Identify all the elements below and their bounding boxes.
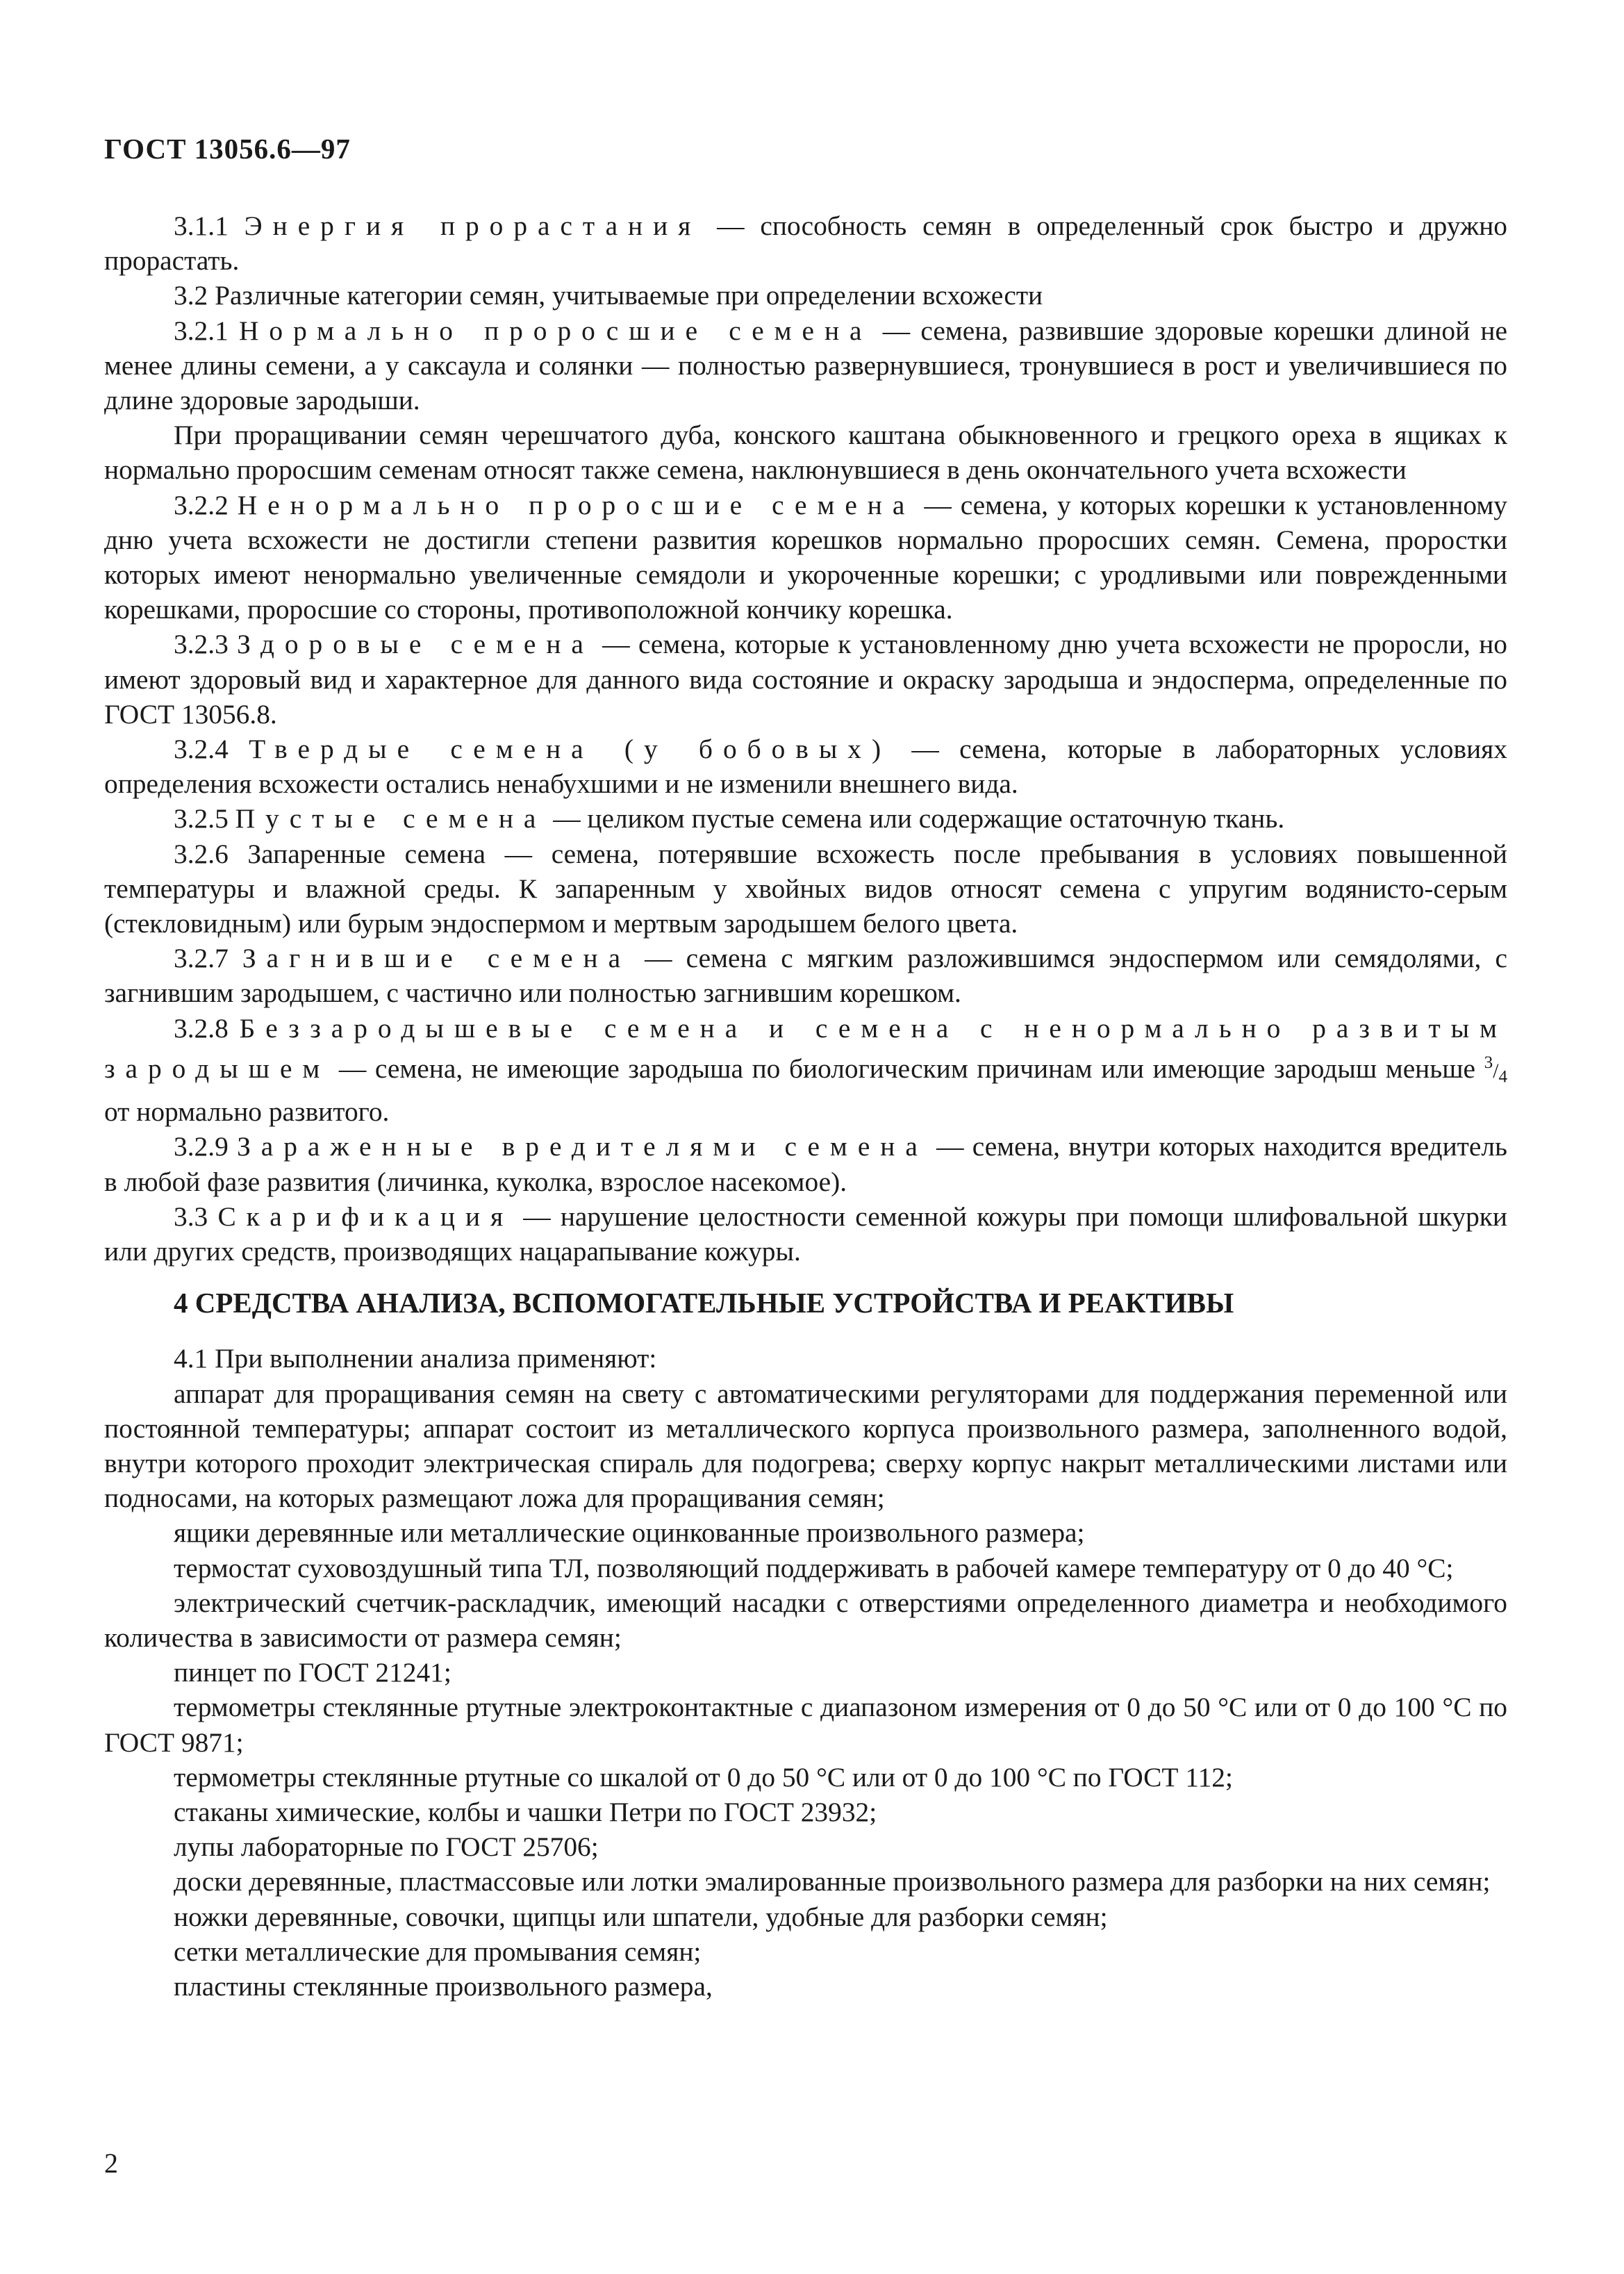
equipment-item: стаканы химические, колбы и чашки Петри по ГОСТ 23932; bbox=[174, 1797, 877, 1828]
equipment-item: ящики деревянные или металлические оцинкованные произвольного размера; bbox=[174, 1517, 1085, 1549]
term-3-2-1: Нормально проросшие семена bbox=[239, 315, 872, 346]
clause-3-2-9: 3.2.9 Зараженные вредителями семена — семена, внутри которых находится вредитель в любой фазе развития (личинка, куколка, взрослое насекомое). bbox=[104, 1131, 1507, 1197]
term-3-1-1: Энергия прорастания bbox=[244, 211, 702, 241]
clause-3-3: 3.3 Скарификация — нарушение целостности семенной кожуры при помощи шлифовальной шкурки или других средств, производящих нацарапывание кожуры. bbox=[104, 1201, 1507, 1267]
equipment-item: пинцет по ГОСТ 21241; bbox=[174, 1657, 451, 1688]
equipment-item: лупы лабораторные по ГОСТ 25706; bbox=[174, 1831, 599, 1863]
term-3-2-4: Твердые семена (у бобовых) bbox=[249, 734, 892, 765]
term-3-2-7: Загнившие семена bbox=[242, 943, 631, 974]
clause-3-2-6: 3.2.6 Запаренные семена — семена, потерявшие всхожесть после пребывания в условиях повышенной температуры и влажной среды. К запаренным у хвойных видов относят семена с упругим водянисто-серым (стекловидным) или бурым эндоспермом и мертвым зародышем белого цвета. bbox=[104, 838, 1507, 939]
equipment-item: пластины стеклянные произвольного размера, bbox=[174, 1971, 713, 2002]
clause-3-2: 3.2 Различные категории семян, учитываемые при определении всхожести bbox=[174, 280, 1043, 311]
clause-3-2-5: 3.2.5 Пустые семена — целиком пустые семена или содержащие остаточную ткань. bbox=[174, 803, 1285, 834]
clause-3-2-8: 3.2.8 Беззародышевые семена и семена с ненормально развитым зародышем — семена, не имеющие зародыша по биологическим причинам или имеющие зародыш меньше $^3/_4$ от нормально развитого. bbox=[104, 1012, 1507, 1128]
document-body bbox=[104, 208, 1507, 2004]
clause-4-1: 4.1 При выполнении анализа применяют: bbox=[174, 1343, 657, 1374]
equipment-item: термостат суховоздушный типа ТЛ, позволяющий поддерживать в рабочей камере температуру от 0 до 40 °С; bbox=[174, 1552, 1454, 1583]
clause-3-2-4: 3.2.4 Твердые семена (у бобовых) — семена, которые в лабораторных условиях определения всхожести остались ненабухшими и не изменили внешнего вида. bbox=[104, 734, 1507, 800]
document-page bbox=[104, 0, 1507, 2274]
term-3-3: Скарификация bbox=[217, 1201, 514, 1232]
equipment-item: электрический счетчик-раскладчик, имеющий насадки с отверстиями определенного диаметра и необходимого количества в зависимости от размера семян; bbox=[104, 1587, 1507, 1653]
equipment-item: термометры стеклянные ртутные электроконтактные с диапазоном измерения от 0 до 50 °С или от 0 до 100 °С по ГОСТ 9871; bbox=[104, 1692, 1507, 1758]
clause-3-2-1: 3.2.1 Нормально проросшие семена — семена, развившие здоровые корешки длиной не менее длины семени, а у саксаула и солянки — полностью развернувшиеся, тронувшиеся в рост и увеличившиеся по длине здоровые зародыши. bbox=[104, 315, 1507, 416]
term-3-2-8: Беззародышевые семена и семена с ненормально развитым зародышем bbox=[104, 1012, 1507, 1084]
clause-3-2-7: 3.2.7 Загнившие семена — семена с мягким разложившимся эндоспермом или семядолями, с загнившим зародышем, с частично или полностью загнившим корешком. bbox=[104, 943, 1507, 1009]
equipment-item: ножки деревянные, совочки, щипцы или шпатели, удобные для разборки семян; bbox=[174, 1901, 1108, 1932]
equipment-item: сетки металлические для промывания семян; bbox=[174, 1936, 702, 1967]
clause-3-2-2: 3.2.2 Ненормально проросшие семена — семена, у которых корешки к установленному дню учета всхожести не достигли степени развития корешков нормально проросших семян. Семена, проростки которых имеют ненормально увеличенные семядоли и укороченные корешки; с уродливыми или поврежденными корешками, проросшие со стороны, противоположной кончику корешка. bbox=[104, 489, 1507, 625]
equipment-item: доски деревянные, пластмассовые или лотки эмалированные произвольного размера для разборки на них семян; bbox=[174, 1866, 1491, 1897]
term-3-2-9: Зараженные вредителями семена bbox=[237, 1131, 928, 1162]
page-number: 2 bbox=[104, 2148, 118, 2179]
equipment-item: термометры стеклянные ртутные со шкалой от 0 до 50 °С или от 0 до 100 °С по ГОСТ 112; bbox=[174, 1761, 1233, 1793]
term-3-2-5: Пустые семена bbox=[235, 803, 547, 834]
section-4-title: 4 СРЕДСТВА АНАЛИЗА, ВСПОМОГАТЕЛЬНЫЕ УСТРОЙСТВА И РЕАКТИВЫ bbox=[174, 1287, 1234, 1319]
equipment-item: аппарат для проращивания семян на свету с автоматическими регуляторами для поддержания переменной или постоянной температуры; аппарат состоит из металлического корпуса произвольного размера, заполненного водой, внутри которого проходит электрическая спираль для подогрева; сверху корпус накрыт металлическими листами или подносами, на которых размещают ложа для проращивания семян; bbox=[104, 1378, 1507, 1514]
document-header: ГОСТ 13056.6—97 bbox=[104, 133, 351, 165]
clause-3-1-1: 3.1.1 Энергия прорастания — способность семян в определенный срок быстро и дружно прорастать. bbox=[104, 211, 1507, 277]
term-3-2-2: Ненормально проросшие семена bbox=[237, 489, 915, 520]
fraction-three-quarters: $^3/_4$ bbox=[1484, 1053, 1507, 1086]
clause-3-2-3: 3.2.3 Здоровые семена — семена, которые к установленному дню учета всхожести не проросли, но имеют здоровый вид и характерное для данного вида состояние и окраску зародыша и эндосперма, определенные по ГОСТ 13056.8. bbox=[104, 629, 1507, 730]
clause-3-2-1-note: При проращивании семян черешчатого дуба, конского каштана обыкновенного и грецкого ореха в ящиках к нормально проросшим семенам относят также семена, наклюнувшиеся в день окончательного учета всхожести bbox=[104, 420, 1507, 486]
term-3-2-3: Здоровые семена bbox=[237, 629, 594, 660]
